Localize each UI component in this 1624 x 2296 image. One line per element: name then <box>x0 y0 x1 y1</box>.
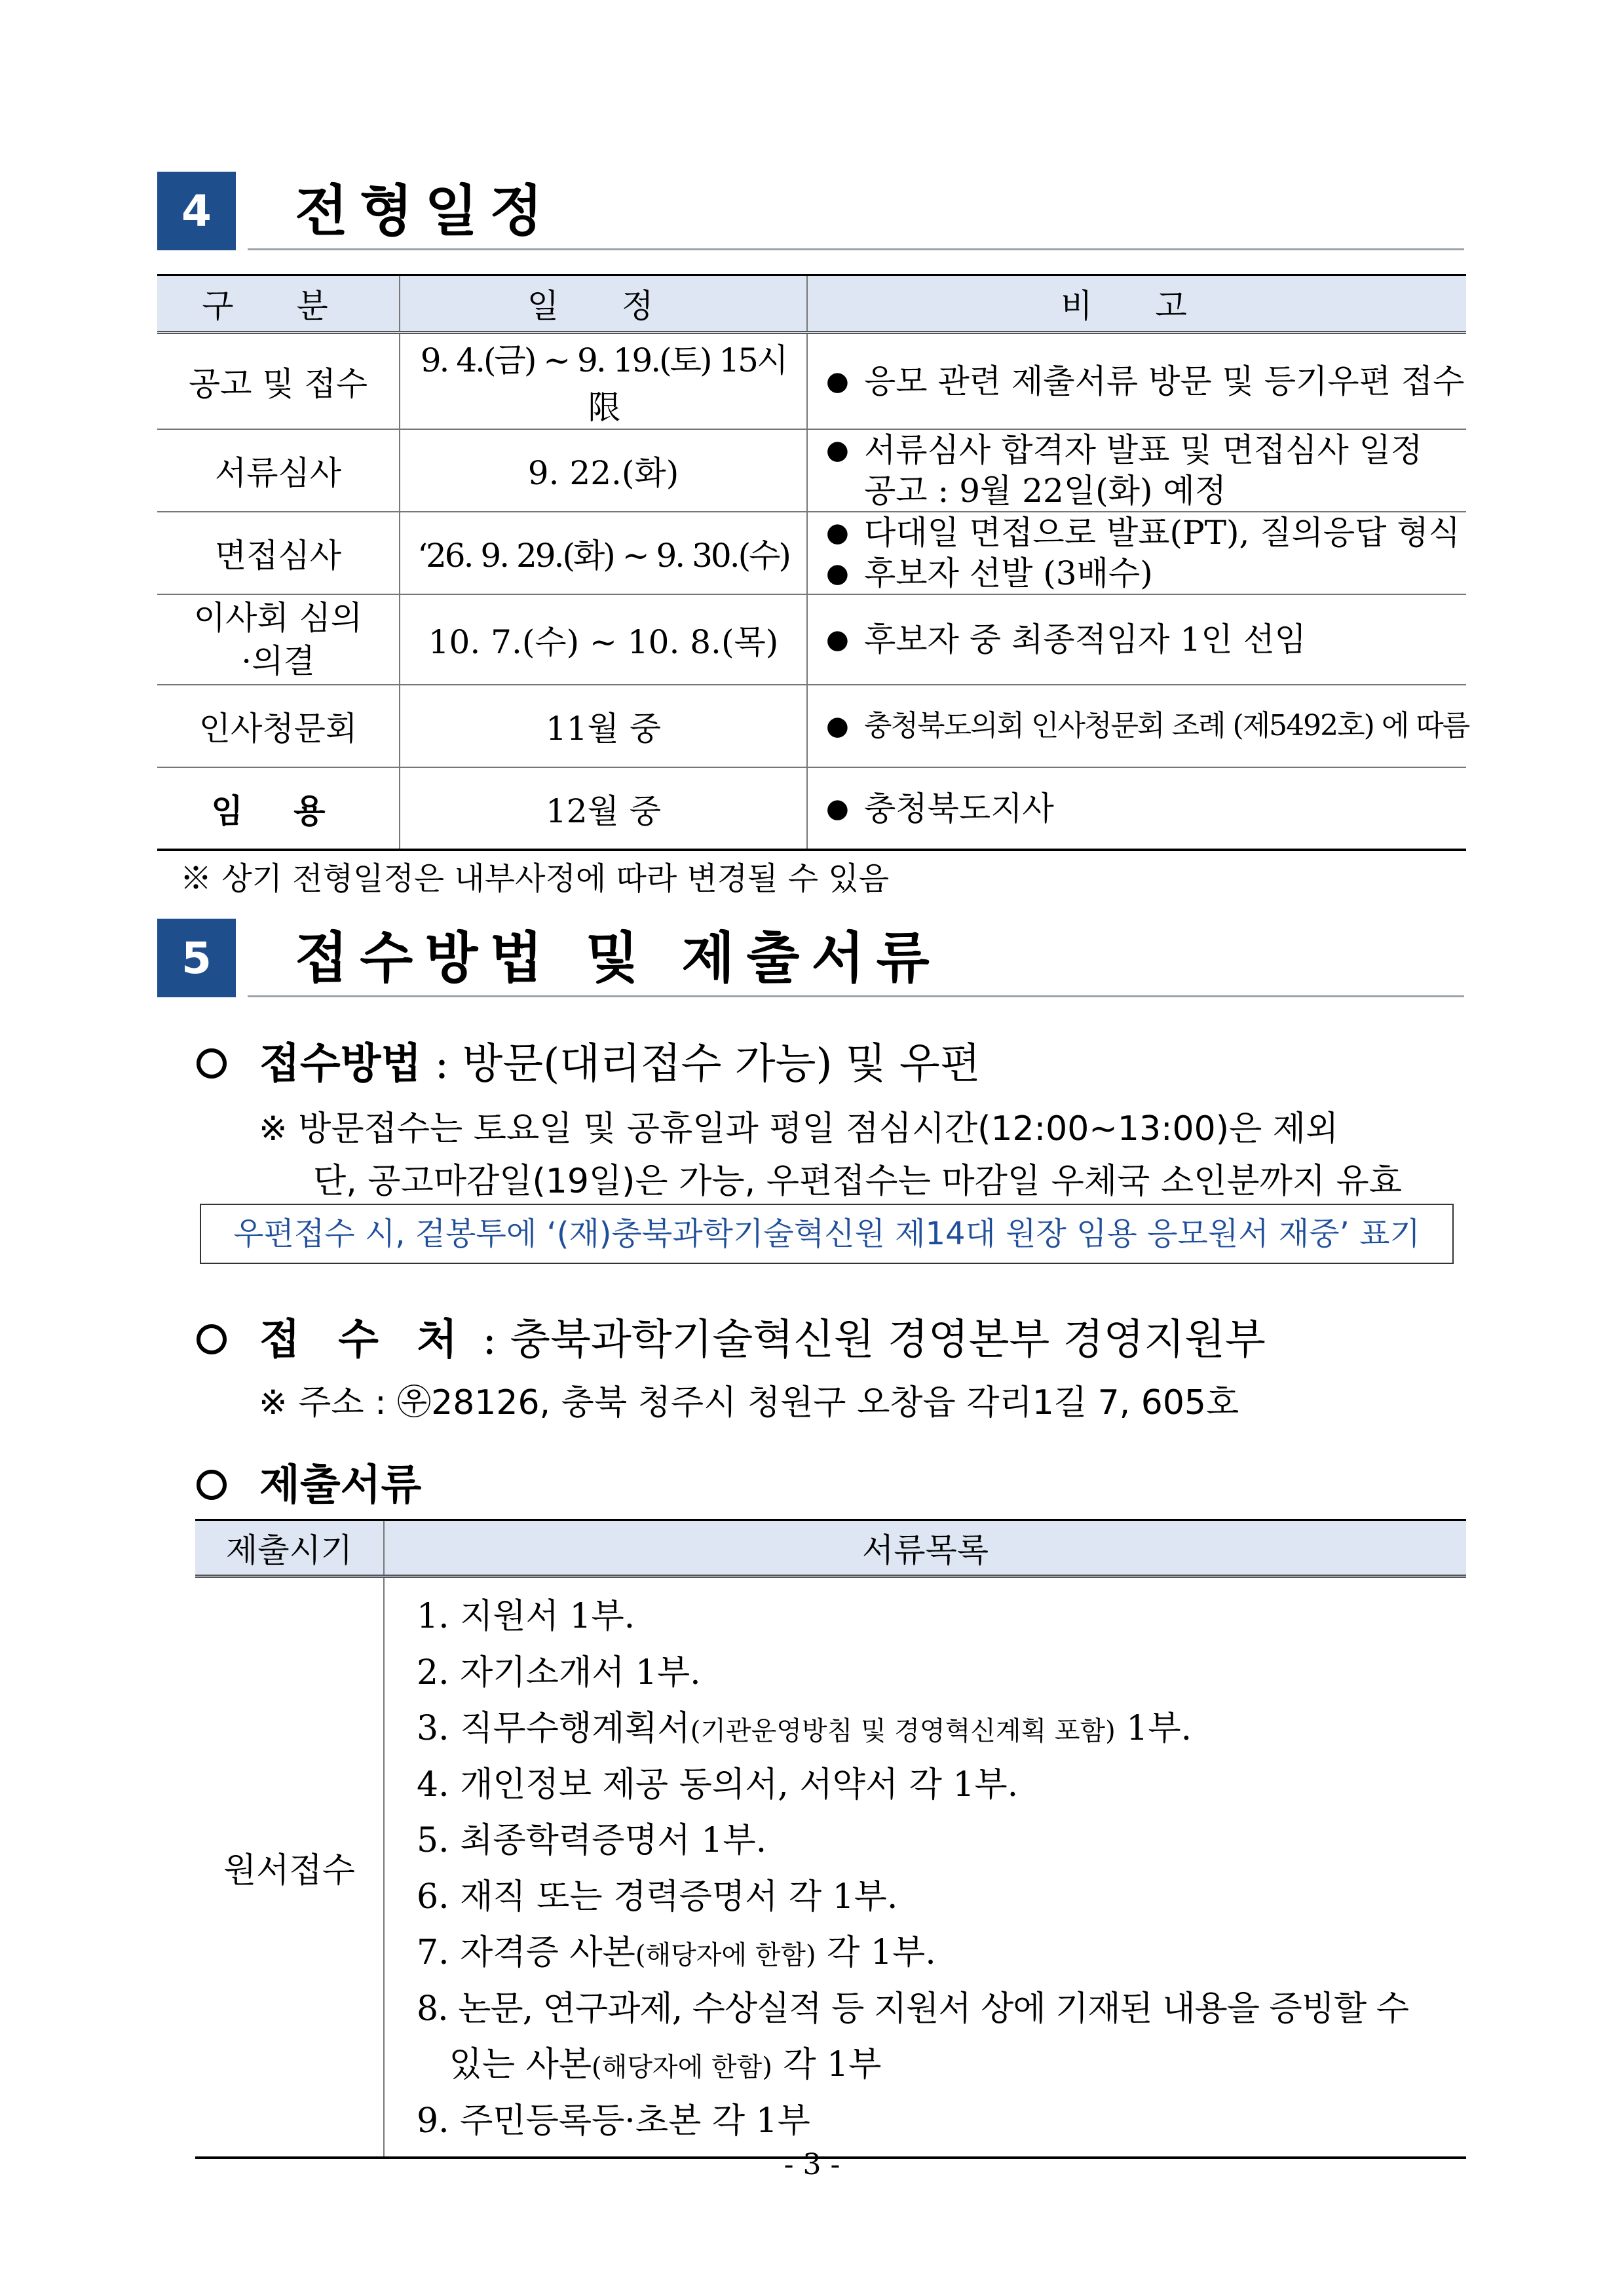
schedule-item: 면접심사 <box>157 512 400 594</box>
schedule-footnote: ※ 상기 전형일정은 내부사정에 따라 변경될 수 있음 <box>180 860 890 897</box>
method-label: 접수방법 <box>259 1040 422 1088</box>
schedule-note-text: 후보자 선발 (3배수) <box>864 554 1153 592</box>
schedule-note-text: 다대일 면접으로 발표(PT), 질의응답 형식 <box>864 514 1460 552</box>
documents-list <box>385 1578 1465 2156</box>
office-label: 접 수 처 <box>259 1316 470 1364</box>
circle-bullet-icon <box>197 1048 227 1079</box>
schedule-note: ● 응모 관련 제출서류 방문 및 등기우편 접수 <box>807 333 1466 430</box>
page-number: - 3 - <box>784 2148 840 2181</box>
list-item: 6. 재직 또는 경력증명서 각 1부. <box>417 1877 898 1917</box>
documents-header-list: 서류목록 <box>384 1520 1466 1577</box>
list-item: 3. 직무수행계획서(기관운영방침 및 경영혁신계획 포함) 1부. <box>417 1709 1192 1748</box>
schedule-item: 인사청문회 <box>157 685 400 767</box>
section-divider <box>248 248 1464 250</box>
list-item: 5. 최종학력증명서 1부. <box>417 1821 767 1860</box>
schedule-row <box>157 594 1466 685</box>
section-divider <box>248 995 1464 997</box>
method-note-2: 단, 공고마감일(19일)은 가능, 우편접수는 마감일 우체국 소인분까지 유효 <box>313 1162 1403 1201</box>
documents-list-cell <box>384 1577 1466 2158</box>
method-value: 방문(대리접수 가능) 및 우편 <box>462 1040 981 1088</box>
schedule-row <box>157 512 1466 594</box>
schedule-item <box>157 594 400 685</box>
list-item: 2. 자기소개서 1부. <box>417 1653 701 1693</box>
schedule-row <box>157 429 1466 512</box>
documents-header-row <box>195 1520 1466 1577</box>
circle-bullet-icon <box>197 1324 227 1354</box>
schedule-row <box>157 767 1466 850</box>
documents-line <box>197 1451 421 1512</box>
schedule-row <box>157 333 1466 430</box>
schedule-note-text: 후보자 중 최종적임자 1인 선임 <box>864 621 1306 659</box>
office-line: 접 수 처 : 충북과학기술혁신원 경영본부 경영지원부 <box>197 1306 1266 1366</box>
schedule-header-note: 비 고 <box>807 275 1466 333</box>
schedule-table <box>157 274 1469 851</box>
schedule-date: ‘26. 9. 29.(화) ~ 9. 30.(수) <box>400 512 807 594</box>
schedule-note: ● 충청북도의회 인사청문회 조례 (제5492호) 에 따름 <box>807 685 1466 767</box>
list-item: 7. 자격증 사본(해당자에 한함) 각 1부. <box>417 1933 936 1972</box>
schedule-note-text: 응모 관련 제출서류 방문 및 등기우편 접수 <box>864 362 1465 400</box>
list-item: 있는 사본(해당자에 한함) 각 1부 <box>417 2045 882 2084</box>
method-line: 접수방법 : 방문(대리접수 가능) 및 우편 <box>197 1030 981 1090</box>
schedule-note-text: 서류심사 합격자 발표 및 면접심사 일정 공고 : 9월 22일(화) 예정 <box>864 431 1423 510</box>
list-item: 9. 주민등록등·초본 각 1부 <box>417 2101 810 2141</box>
schedule-note-text: 충청북도의회 인사청문회 조례 (제5492호) 에 따름 <box>864 709 1469 742</box>
schedule-header-date: 일 정 <box>400 275 807 333</box>
documents-table <box>195 1519 1466 2159</box>
schedule-header-row <box>157 275 1466 333</box>
office-address: ※ 주소 : ㉾28126, 충북 청주시 청원구 오창읍 각리1길 7, 605호 <box>259 1383 1239 1423</box>
section-number-badge: 4 <box>157 172 236 250</box>
schedule-note: ● 후보자 중 최종적임자 1인 선임 <box>807 594 1466 685</box>
schedule-item: 임 용 <box>157 767 400 850</box>
documents-when: 원서접수 <box>195 1577 384 2158</box>
schedule-date: 9. 22.(화) <box>400 429 807 512</box>
schedule-note-text: 충청북도지사 <box>864 789 1054 828</box>
schedule-header-item: 구 분 <box>157 275 400 333</box>
list-item: 8. 논문, 연구과제, 수상실적 등 지원서 상에 기재된 내용을 증빙할 수 <box>417 1989 1408 2029</box>
method-note-1: ※ 방문접수는 토요일 및 공휴일과 평일 점심시간(12:00~13:00)은 제외 <box>259 1109 1339 1149</box>
schedule-row <box>157 685 1466 767</box>
section-4-header <box>157 172 1464 250</box>
mail-instruction-box: 우편접수 시, 겉봉투에 ‘(재)충북과학기술혁신원 제14대 원장 임용 응모원서 재중’ 표기 <box>200 1204 1454 1264</box>
schedule-note: ● 충청북도지사 <box>807 767 1466 850</box>
documents-label: 제출서류 <box>259 1461 422 1510</box>
list-item: 1. 지원서 1부. <box>417 1597 635 1636</box>
office-value: 충북과학기술혁신원 경영본부 경영지원부 <box>510 1316 1266 1364</box>
schedule-item-text: 이사회 심의·의결 <box>193 599 363 680</box>
section-title: 전형일정 <box>295 179 555 243</box>
section-5-header <box>157 919 1464 997</box>
schedule-item: 서류심사 <box>157 429 400 512</box>
section-number-badge: 5 <box>157 919 236 997</box>
list-item: 4. 개인정보 제공 동의서, 서약서 각 1부. <box>417 1765 1019 1805</box>
schedule-date: 9. 4.(금) ~ 9. 19.(토) 15시 限 <box>400 333 807 430</box>
section-title: 접수방법 및 제출서류 <box>295 926 941 990</box>
documents-row <box>195 1577 1466 2158</box>
schedule-item: 공고 및 접수 <box>157 333 400 430</box>
schedule-date: 11월 중 <box>400 685 807 767</box>
schedule-note: ● 서류심사 합격자 발표 및 면접심사 일정 공고 : 9월 22일(화) 예정 <box>807 429 1466 512</box>
circle-bullet-icon <box>197 1470 227 1500</box>
schedule-note: ● 다대일 면접으로 발표(PT), 질의응답 형식 ● 후보자 선발 (3배수) <box>807 512 1466 594</box>
documents-header-when: 제출시기 <box>195 1520 384 1577</box>
schedule-date: 10. 7.(수) ~ 10. 8.(목) <box>400 594 807 685</box>
schedule-date: 12월 중 <box>400 767 807 850</box>
